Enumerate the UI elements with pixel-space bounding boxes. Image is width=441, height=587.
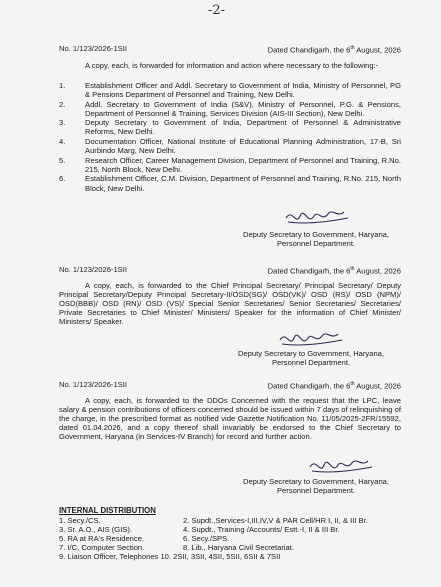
list-item: 5. Research Officer, Career Management Division, Department of Personnel and Training, R.No. 215, North Block, New Delhi.: [59, 155, 401, 174]
signatory-department: Personnel Department.: [276, 239, 356, 249]
signatory-block: [216, 230, 416, 248]
reference-number: No. 1/123/2026-1SII: [59, 380, 127, 389]
signatory-title: Deputy Secretary to Government, Haryana,: [242, 230, 390, 239]
reference-line-3: [59, 380, 401, 391]
intro-paragraph: A copy, each, is forwarded for information and action where necessary to the following:-: [85, 61, 379, 70]
signatory-department: Personnel Department.: [276, 486, 356, 496]
page-number: -2-: [208, 3, 226, 18]
signatory-title: Deputy Secretary to Government, Haryana,: [237, 349, 385, 358]
list-item: 4. Documentation Officer, National Institute of Educational Planning Administration, 17-B, Sri Aurbindo Marg, New Delhi.: [59, 137, 401, 156]
list-item: 6. Establishment Officer, C.M. Division, Department of Personnel and Training, R.No. 215, North Block, New Delhi.: [59, 174, 401, 193]
internal-distribution-heading: INTERNAL DISTRIBUTION: [59, 506, 156, 515]
list-item: 3. Deputy Secretary to Government of India, Department of Personnel & Administrative Reforms, New Delhi.: [59, 118, 401, 137]
copy-paragraph: A copy, each, is forwarded to the DDOs Concerned with the request that the LPC, leave salary & pension contributions of officers concerned should be issued within 7 days of relinquishing of the charge, in the prescribed format as notified vide Gazette Notification No. 11/05/2025-2FR/15592, dated 01.04.2026, and a copy thereof shall invariably be endorsed to the Chief Secretary to Government, Haryana (in Services-IV Branch) for record and further action.: [59, 396, 401, 442]
table-row: 3. Sr. A.O., AIS (GIS). 4. Supdt., Training /Accounts/ Estt.-I, II & III Br.: [59, 525, 340, 535]
table-row: 9. Liaison Officer, Telephones 10. 2SII, 3SII, 4SII, 5SII, 6SII & 7SII: [59, 552, 281, 562]
date-line: Dated Chandigarh, the 6th August, 2026: [267, 45, 401, 55]
reference-line-1: [59, 44, 401, 55]
list-item: 1. Establishment Officer and Addl. Secretary to Government of India, Ministry of Personnel, PG & Pensions Department of Personnel and Training, New Delhi.: [59, 81, 401, 100]
copy-paragraph: A copy, each, is forwarded to the Chief Principal Secretary/ Principal Secretary/ Deputy Principal Secretary/Deputy Principal Secretary-II/OSD(SG)/ OSD(VK)/ OSD (RS)/ OSD (NPM)/ OSD(BBB)/ OSD (RN)/ OSD (VS)/ Special Senior Secretaries/ Senior Secretaries/ Secretaries/ Private Secretaries to Chief Minister/ Ministers/ Speaker for the information of Chief Minister/ Ministers/ Speaker.: [59, 281, 401, 327]
reference-number: No. 1/123/2026-1SII: [59, 44, 127, 53]
table-row: 5. RA at RA's Residence. 6. Secy./SPS.: [59, 534, 230, 544]
reference-number: No. 1/123/2026-1SII: [59, 265, 127, 274]
reference-line-2: [59, 265, 401, 276]
date-line: Dated Chandigarh, the 6th August, 2026: [267, 381, 401, 391]
recipient-list: [59, 81, 401, 193]
list-item: 2. Addl. Secretary to Government of India (S&V), Ministry of Personnel, P.G. & Pensions, Department of Personnel & Training, Services Division (AIS-III Section), New Delhi.: [59, 99, 401, 118]
signatory-block: [216, 477, 416, 495]
table-row: 1. Secy./CS. 2. Supdt.,Services-I,III,IV,V & PAR Cell/HR I, II, & III Br.: [59, 516, 368, 525]
internal-distribution-table: [59, 516, 409, 561]
signatory-department: Personnel Department.: [271, 358, 351, 368]
signatory-block: [211, 349, 411, 367]
table-row: 7. I/C, Computer Section. 8. Lib., Haryana Civil Secretariat.: [59, 543, 294, 553]
signatory-title: Deputy Secretary to Government, Haryana,: [242, 477, 390, 486]
date-line: Dated Chandigarh, the 6th August, 2026: [267, 266, 401, 276]
